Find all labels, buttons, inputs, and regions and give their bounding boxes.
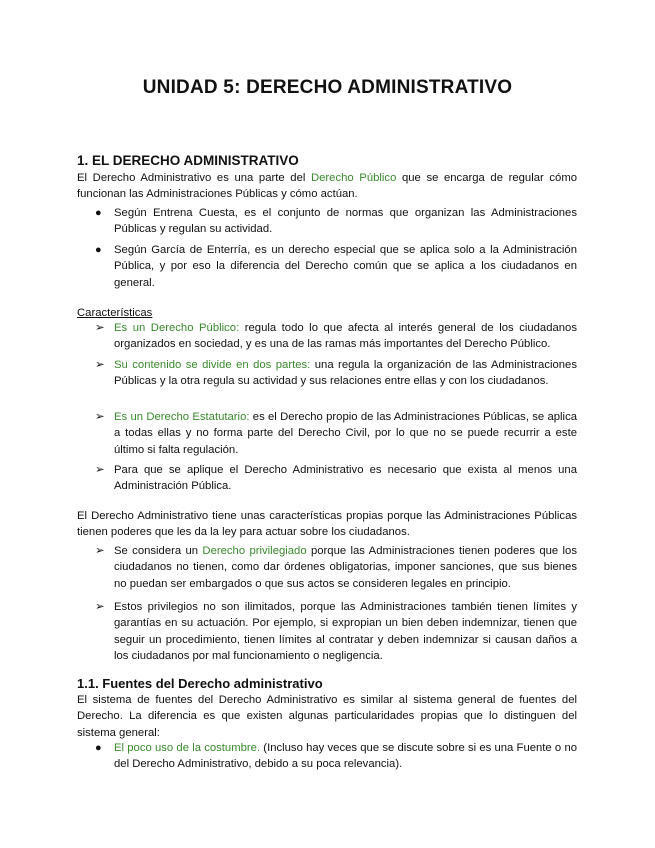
- characteristic-term: Es un Derecho Estatutario:: [114, 411, 250, 423]
- section-1-paragraph-2: El Derecho Administrativo tiene unas características propias porque las Administraciones Públicas tienen poderes que les da la ley para actuar sobre los ciudadanos.: [77, 510, 577, 539]
- characteristic-text: es el Derecho propio de las Administraciones Públicas, se aplica a todas ellas y no forma parte del Derecho Civil, por lo que no se puede recurrir a este último si falta regulación.: [114, 411, 577, 456]
- characteristic-item: [114, 409, 577, 458]
- list-item-garcia: Según García de Enterría, es un derecho especial que se aplica solo a la Administración Pública, y por eso la diferencia del Derecho común que se aplica a los ciudadanos en general.: [114, 244, 577, 289]
- privilege-limits-item: Estos privilegios no son ilimitados, porque las Administraciones también tienen límites y garantías en su actuación. Por ejemplo, si expropian un bien deben indemnizar, tienen que seguir un procedimiento, tienen límites al contratar y deben indemnizar si causan daños a los ciudadanos por mal funcionamiento o negligencia.: [114, 601, 577, 663]
- section-1-1-heading: 1.1. Fuentes del Derecho administrativo: [77, 676, 323, 691]
- bullet-dot-icon: ●: [95, 244, 102, 256]
- bullet-dot-icon: ●: [95, 207, 102, 219]
- characteristic-item: [114, 357, 577, 390]
- privilege-green-term: Derecho privilegiado: [202, 545, 307, 557]
- characteristic-term: Es un Derecho Público:: [114, 322, 240, 334]
- arrow-bullet-icon: ➢: [95, 411, 105, 423]
- list-item-costumbre: [114, 740, 577, 773]
- intro-text-b: que se encarga de regular cómo funcionan las Administraciones Públicas y cómo actúan.: [77, 172, 578, 201]
- privilege-text-b: porque las Administraciones tienen poderes que los ciudadanos no tienen, como dar órdenes obligatorias, imponer sanciones, que sus bienes no puedan ser embargados o que sus actos se consideren legales en principio.: [114, 545, 577, 590]
- section-1-1-paragraph: El sistema de fuentes del Derecho Administrativo es similar al sistema general de fuentes del Derecho. La diferencia es que existen algunas particularidades propias que lo distinguen del sistema general:: [77, 694, 577, 739]
- costumbre-text: (Incluso hay veces que se discute sobre si es una Fuente o no del Derecho Administrativo, debido a su poca relevancia).: [114, 742, 578, 771]
- arrow-bullet-icon: ➢: [95, 322, 105, 334]
- bullet-dot-icon: ●: [95, 742, 102, 754]
- section-1-intro: [77, 170, 577, 203]
- arrow-bullet-icon: ➢: [95, 359, 105, 371]
- costumbre-term: El poco uso de la costumbre.: [114, 742, 261, 754]
- list-item-entrena: Según Entrena Cuesta, es el conjunto de normas que organizan las Administraciones Públicas y regulan su actividad.: [114, 207, 577, 236]
- intro-green-term: Derecho Público: [310, 172, 397, 184]
- privilege-item: [114, 543, 577, 592]
- arrow-bullet-icon: ➢: [95, 545, 105, 557]
- intro-text-a: El Derecho Administrativo es una parte del: [77, 172, 311, 184]
- document-title: UNIDAD 5: DERECHO ADMINISTRATIVO: [142, 77, 513, 98]
- characteristic-text: regula todo lo que afecta al interés general de los ciudadanos organizados en sociedad, y es una de las ramas más importantes del Derecho Público.: [114, 322, 577, 351]
- characteristic-item: [114, 462, 577, 495]
- characteristic-text: Para que se aplique el Derecho Administrativo es necesario que exista al menos una Administración Pública.: [114, 464, 577, 493]
- characteristic-item: [114, 320, 577, 353]
- characteristics-heading: Características: [77, 307, 153, 319]
- arrow-bullet-icon: ➢: [95, 464, 105, 476]
- section-1-heading: 1. EL DERECHO ADMINISTRATIVO: [77, 153, 299, 168]
- characteristic-text: una regula la organización de las Administraciones Públicas y la otra regula su actividad y sus relaciones entre ellas y con los ciudadanos.: [114, 359, 577, 388]
- characteristic-term: Su contenido se divide en dos partes:: [114, 359, 311, 371]
- privilege-text-a: Se considera un: [114, 545, 203, 557]
- arrow-bullet-icon: ➢: [95, 601, 105, 613]
